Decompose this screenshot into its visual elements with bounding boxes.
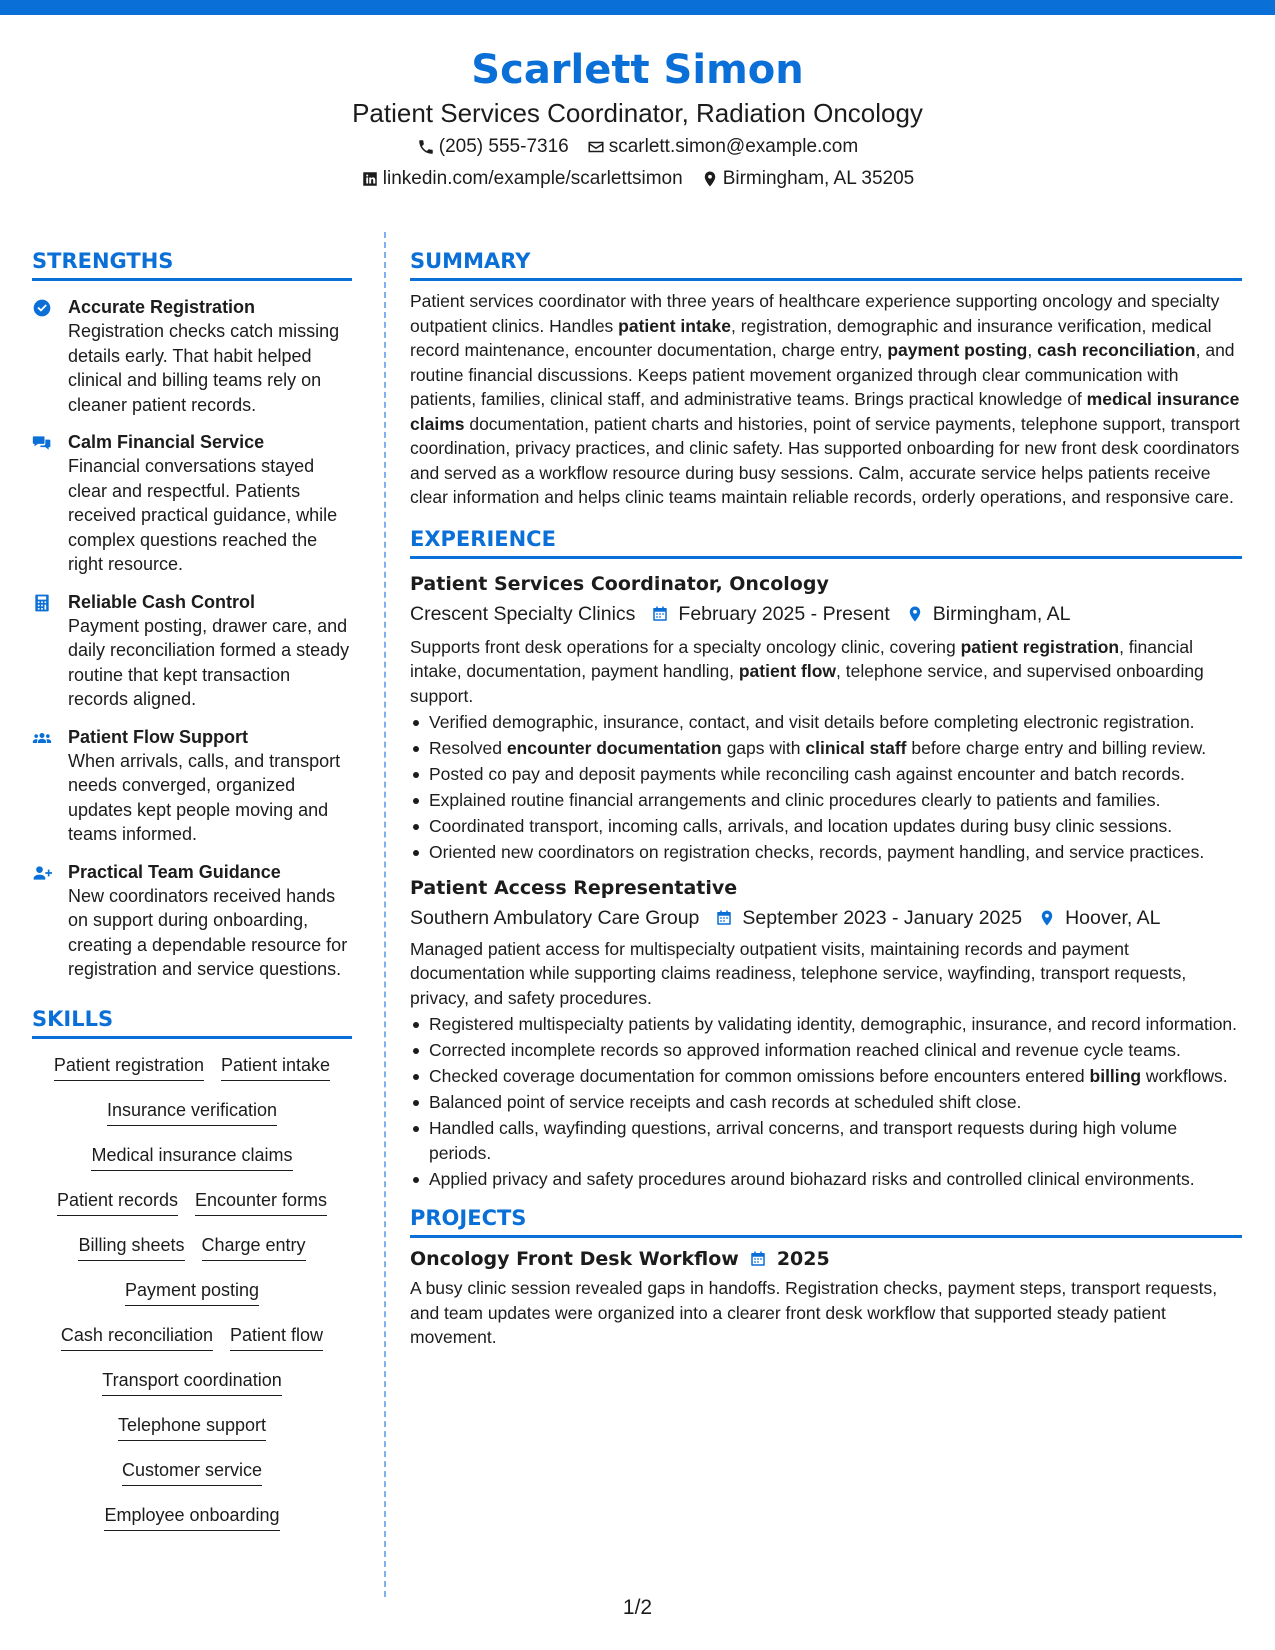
strength-item <box>32 860 352 982</box>
contact-row-2 <box>0 164 1275 194</box>
bullet-text: before charge entry and billing review. <box>906 738 1207 758</box>
summary-emphasis: cash reconciliation <box>1037 340 1196 360</box>
bullet-text: Handled calls, wayfinding questions, arrival concerns, and transport requests during high volume periods. <box>429 1118 1178 1163</box>
map-pin-icon <box>1038 909 1056 927</box>
summary-text-part: , <box>1027 340 1038 360</box>
job-entry <box>410 569 1242 865</box>
bullet-emphasis: billing <box>1089 1066 1142 1086</box>
job-title: Patient Access Representative <box>410 876 738 899</box>
check-circle-icon <box>32 298 52 318</box>
bullet-text: Resolved <box>429 738 507 758</box>
location-text: Birmingham, AL <box>932 602 1071 625</box>
skill-row <box>32 1503 352 1548</box>
bullet-text: Registered multispecialty patients by validating identity, demographic, insurance, and record information. <box>429 1014 1238 1034</box>
project-title: Oncology Front Desk Workflow <box>410 1248 739 1270</box>
calendar-icon <box>715 909 733 927</box>
skill-tag: Employee onboarding <box>104 1503 279 1531</box>
desc-part: Supports front desk operations for a specialty oncology clinic, covering <box>410 636 961 657</box>
skill-row <box>32 1098 352 1143</box>
skill-row <box>32 1143 352 1188</box>
company-name: Crescent Specialty Clinics <box>410 602 636 625</box>
page-number: 1/2 <box>622 1596 653 1619</box>
dates-text: February 2025 - Present <box>678 602 890 625</box>
desc-emphasis: patient registration <box>960 636 1120 657</box>
bullet-text: Explained routine financial arrangements and clinic procedures clearly to patients and families. <box>429 790 1161 810</box>
job-title: Patient Services Coordinator, Oncology <box>410 572 829 595</box>
location-text: Hoover, AL <box>1065 906 1161 929</box>
job-bullets <box>410 1012 1242 1191</box>
company-name: Southern Ambulatory Care Group <box>410 906 700 929</box>
project-year: 2025 <box>776 1248 830 1270</box>
bullet-emphasis: encounter documentation <box>506 738 722 758</box>
candidate-name: Scarlett Simon <box>471 47 804 93</box>
skill-row <box>32 1323 352 1368</box>
summary-heading: SUMMARY <box>410 246 1242 281</box>
bullet-item <box>410 736 1242 761</box>
skill-tag: Charge entry <box>202 1233 306 1261</box>
bullet-item <box>410 762 1242 787</box>
skill-tag: Customer service <box>122 1458 262 1486</box>
bullet-text: Coordinated transport, incoming calls, arrivals, and location updates during busy clinic sessions. <box>429 816 1173 836</box>
skill-tag: Telephone support <box>118 1413 266 1441</box>
skill-tag: Patient records <box>57 1188 178 1216</box>
bullet-text: Oriented new coordinators on registration checks, records, payment handling, and service practices. <box>429 842 1205 862</box>
skills-list <box>32 1053 352 1548</box>
skill-row <box>32 1278 352 1323</box>
dates-text: September 2023 - January 2025 <box>742 906 1023 929</box>
job-dates <box>715 903 1022 933</box>
bullet-item <box>410 814 1242 839</box>
strength-title: Reliable Cash Control <box>68 591 256 612</box>
skill-row <box>32 1053 352 1098</box>
summary-text-part: , and routine financial discussions. Keeps patient movement organized through clear communication with patients, families, clinical staff, and administrative teams. Brings practical knowledge of <box>410 340 1235 409</box>
strengths-heading: STRENGTHS <box>32 246 352 281</box>
desc-emphasis: patient flow <box>738 661 837 681</box>
strength-item <box>32 430 352 577</box>
skill-tag: Transport coordination <box>102 1368 281 1396</box>
linkedin-text[interactable]: linkedin.com/example/scarlettsimon <box>382 168 683 189</box>
bullet-text: Posted co pay and deposit payments while reconciling cash against encounter and batch records. <box>429 764 1185 784</box>
strength-desc: Financial conversations stayed clear and respectful. Patients received practical guidance, while complex questions reached the right resource. <box>68 456 338 574</box>
email-contact[interactable] <box>587 132 858 162</box>
calculator-icon <box>32 593 52 613</box>
job-meta <box>410 599 1242 629</box>
skill-row <box>32 1188 352 1233</box>
skill-row <box>32 1368 352 1413</box>
linkedin-icon <box>361 170 379 188</box>
location-contact <box>701 164 915 194</box>
bullet-item <box>410 1038 1242 1063</box>
bullet-text: Corrected incomplete records so approved information reached clinical and revenue cycle teams. <box>429 1040 1181 1060</box>
email-text[interactable]: scarlett.simon@example.com <box>608 136 859 157</box>
bullet-text: workflows. <box>1141 1066 1228 1086</box>
map-pin-icon <box>701 170 719 188</box>
bullet-item <box>410 1167 1242 1192</box>
strength-title: Practical Team Guidance <box>68 861 281 882</box>
user-plus-icon <box>32 863 52 883</box>
skill-row <box>32 1458 352 1503</box>
job-location <box>906 599 1071 629</box>
strength-title: Accurate Registration <box>68 297 256 317</box>
calendar-icon <box>749 1250 767 1268</box>
skill-tag: Patient flow <box>230 1323 323 1351</box>
bullet-emphasis: clinical staff <box>805 738 907 758</box>
job-dates <box>651 599 889 629</box>
desc-part: , financial intake, documentation, payment handling, <box>410 636 1194 681</box>
strength-title: Calm Financial Service <box>68 432 265 452</box>
bullet-text: Applied privacy and safety procedures around biohazard risks and controlled clinical environments. <box>429 1168 1195 1189</box>
job-location <box>1038 903 1160 933</box>
envelope-icon <box>587 138 605 156</box>
strength-desc: When arrivals, calls, and transport needs converged, organized updates kept people moving and teams informed. <box>68 750 341 844</box>
job-description <box>410 937 1242 1011</box>
column-divider <box>384 232 386 1597</box>
skill-tag: Patient intake <box>221 1053 330 1081</box>
calendar-icon <box>651 605 669 623</box>
bullet-text: Verified demographic, insurance, contact, and visit details before completing electronic registration. <box>429 712 1195 732</box>
summary-text <box>410 289 1242 510</box>
candidate-title: Patient Services Coordinator, Radiation Oncology <box>352 98 923 128</box>
skill-tag: Encounter forms <box>195 1188 327 1216</box>
summary-text-part: Patient services coordinator with three years of healthcare experience supporting oncology and specialty outpatient clinics. Handles <box>410 291 1220 336</box>
skill-row <box>32 1413 352 1458</box>
skill-tag: Payment posting <box>125 1278 259 1306</box>
location-text: Birmingham, AL 35205 <box>722 168 915 189</box>
bullet-item <box>410 1012 1242 1037</box>
strength-item <box>32 590 352 712</box>
bullet-text: gaps with <box>721 738 806 758</box>
resume-header <box>0 44 1275 194</box>
skill-tag: Patient registration <box>54 1053 204 1081</box>
bullet-item <box>410 1116 1242 1165</box>
job-entry <box>410 873 1242 1192</box>
phone-contact <box>417 132 569 162</box>
skill-tag: Cash reconciliation <box>61 1323 213 1351</box>
summary-emphasis: medical insurance claims <box>410 389 1240 434</box>
top-accent-bar <box>0 0 1275 15</box>
experience-heading: EXPERIENCE <box>410 524 1242 559</box>
summary-text-part: , registration, demographic and insurance verification, medical record maintenance, encounter documentation, charge entry, <box>410 315 1212 360</box>
skill-tag: Medical insurance claims <box>91 1143 292 1171</box>
strength-item <box>32 725 352 847</box>
strength-item <box>32 295 352 417</box>
phone-text: (205) 555-7316 <box>438 136 569 157</box>
bullet-item <box>410 840 1242 865</box>
skill-tag: Billing sheets <box>78 1233 184 1261</box>
strength-desc: Registration checks catch missing details early. That habit helped clinical and billing teams rely on cleaner patient records. <box>68 321 340 415</box>
project-description: A busy clinic session revealed gaps in handoffs. Registration checks, payment steps, transport requests, and team updates were organized into a clearer front desk workflow that supported steady patient movement. <box>410 1278 1218 1347</box>
bullet-item <box>410 1064 1242 1089</box>
right-column <box>410 246 1242 1350</box>
left-column <box>32 246 352 1548</box>
summary-text-part: documentation, patient charts and histories, point of service payments, telephone support, transport coordination, privacy practices, and clinic safety. Has supported onboarding for new front desk coordinators and served as a workflow resource during busy sessions. Calm, accurate service helps patients receive clear information and helps clinic teams maintain reliable records, orderly operations, and responsive care. <box>410 413 1240 507</box>
bullet-item <box>410 710 1242 735</box>
strength-desc: Payment posting, drawer care, and daily reconciliation formed a steady routine that kept transaction records aligned. <box>68 615 350 709</box>
project-entry <box>410 1244 1242 1350</box>
chat-bubbles-icon <box>32 433 52 453</box>
strength-title: Patient Flow Support <box>68 726 248 747</box>
company <box>410 599 635 629</box>
projects-heading: PROJECTS <box>410 1203 1242 1238</box>
bullet-text: Checked coverage documentation for common omissions before encounters entered <box>429 1066 1090 1086</box>
bullet-text: Balanced point of service receipts and cash records at scheduled shift close. <box>429 1092 1022 1112</box>
job-description <box>410 635 1242 709</box>
users-icon <box>32 728 52 748</box>
job-meta <box>410 903 1242 933</box>
project-title-row <box>410 1244 1242 1274</box>
skills-heading: SKILLS <box>32 1004 352 1039</box>
bullet-item <box>410 788 1242 813</box>
bullet-item <box>410 1090 1242 1115</box>
contact-row-1 <box>0 132 1275 162</box>
desc-part: Managed patient access for multispecialty outpatient visits, maintaining records and payment documentation while supporting claims readiness, telephone service, wayfinding, transport requests, privacy, and safety procedures. <box>410 938 1187 1008</box>
skill-row <box>32 1233 352 1278</box>
linkedin-contact[interactable] <box>361 164 683 194</box>
strengths-list <box>32 295 352 982</box>
summary-emphasis: patient intake <box>618 315 731 336</box>
summary-emphasis: payment posting <box>887 340 1028 360</box>
job-bullets <box>410 710 1242 865</box>
company <box>410 903 699 933</box>
desc-part: , telephone service, and supervised onboarding support. <box>410 661 1204 706</box>
map-pin-icon <box>906 605 924 623</box>
skills-section <box>32 1004 352 1548</box>
strength-desc: New coordinators received hands on support during onboarding, creating a dependable resource for registration and service questions. <box>68 885 348 979</box>
skill-tag: Insurance verification <box>107 1098 277 1126</box>
phone-icon <box>417 138 435 156</box>
